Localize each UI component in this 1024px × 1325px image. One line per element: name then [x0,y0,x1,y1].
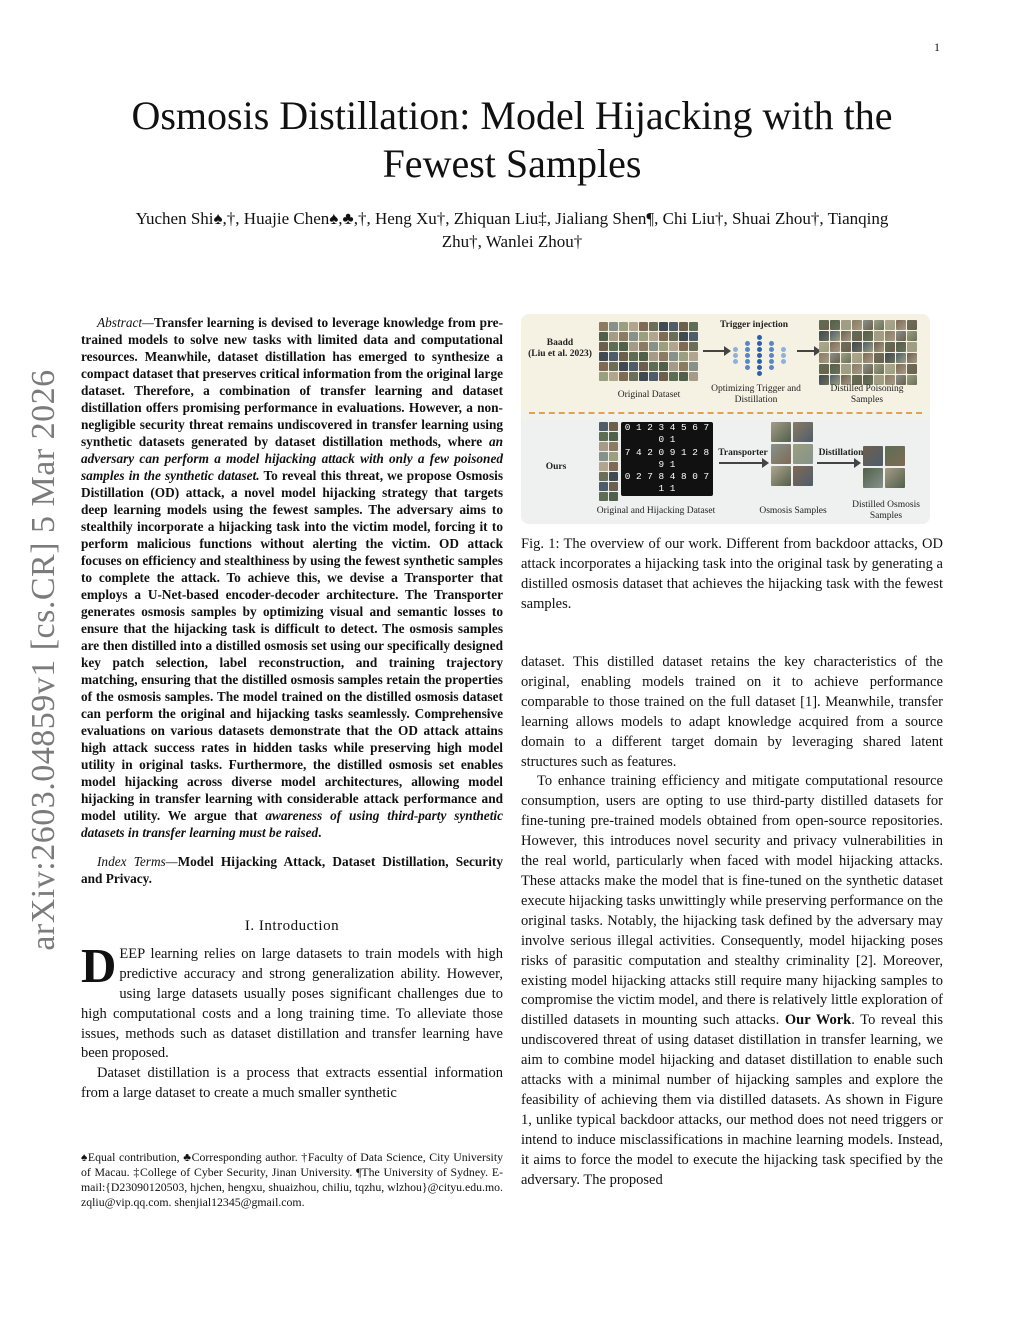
our-work-heading: Our Work [784,1012,852,1029]
thumbnail [619,352,628,361]
thumbnail [689,322,698,331]
thumbnail [639,342,648,351]
thumbnail [841,342,851,352]
thumbnail [841,353,851,363]
thumbnail [629,362,638,371]
thumbnail [669,362,678,371]
figure-trigger-injection-label: Trigger injection [720,320,788,330]
thumbnail [771,422,791,442]
thumbnail [819,353,829,363]
thumbnail [852,342,862,352]
figure-optimizing-label: Optimizing Trigger and Distillation [711,384,801,405]
thumbnail [649,372,658,381]
thumbnail [863,364,873,374]
abstract-end: . [318,825,322,840]
abstract [81,314,503,841]
thumbnail [907,331,917,341]
thumbnail [885,468,905,488]
thumbnail [793,466,813,486]
thumbnail [659,352,668,361]
thumbnail [599,492,608,501]
thumbnail [874,331,884,341]
thumbnail [599,332,608,341]
page-number: 1 [934,40,940,54]
thumbnail [679,352,688,361]
thumbnail [609,372,618,381]
thumbnail [819,331,829,341]
abstract-italic-2: awareness of using third-party synthetic datasets in transfer learning must be raised [81,808,503,840]
abstract-text-2: To reveal this threat, we propose Osmosis Distillation (OD) attack, a novel model hijacking strategy that targets deep learning models using the fewest samples. The adversary aims to stealthily incorporate a hijacking task into the victim model, forcing it to perform malicious functions without alerting the victim. OD attack focuses on efficiency and stealthiness by using the fewest synthetic samples to complete the attack. To achieve this, we devise a Transporter that employs a U-Net-based encoder-decoder architecture. The Transporter generates osmosis samples by optimizing visual and semantic losses to ensure that the hijacking task is difficult to detect. The osmosis samples are then distilled into a distilled osmosis set using our specifically designed key patch selection, label reconstruction, and training trajectory matching, ensuring that the distilled osmosis samples retain the properties of the osmosis samples. The model trained on the distilled osmosis dataset can perform the original and hijacking tasks seamlessly. Comprehensive evaluations on various datasets demonstrate that the OD attack attains high attack success rates in hidden tasks while preserving high model utility in original tasks. Furthermore, the distilled osmosis set enables model hijacking across diverse model architectures, allowing model hijacking in transfer learning with considerable attack performance and model utility. We argue that [81,468,503,823]
network-node [757,365,762,370]
network-node [769,365,774,370]
network-node [769,341,774,346]
network-node [769,353,774,358]
thumbnail [629,372,638,381]
thumbnail [852,320,862,330]
thumbnail [639,372,648,381]
digit-row: 0 2 7 8 4 8 0 7 1 1 [624,471,710,495]
figure-original-dataset-label: Original Dataset [617,390,681,400]
thumbnail [609,362,618,371]
thumbnail [649,322,658,331]
network-node [745,359,750,364]
intro-dropcap: D [81,937,117,993]
distilled-osmosis-thumbnails [863,446,905,488]
thumbnail [599,472,608,481]
right-column [521,653,943,1190]
thumbnail [896,364,906,374]
figure-distillation-label: Distillation [818,448,864,458]
thumbnail [619,362,628,371]
thumbnail [830,320,840,330]
thumbnail [669,372,678,381]
mnist-digit-grid [621,422,713,496]
thumbnail [771,466,791,486]
thumbnail [639,362,648,371]
thumbnail [689,362,698,371]
network-node [781,353,786,358]
intro-paragraph-2: Dataset distillation is a process that extracts essential information from a large dataset to create a much smaller synthetic [81,1065,503,1102]
thumbnail [907,320,917,330]
network-node [757,359,762,364]
thumbnail [639,352,648,361]
network-node [745,353,750,358]
distilled-poisoning-thumbnails [819,320,917,385]
thumbnail [659,322,668,331]
right-p2a: To enhance training efficiency and mitigate computational resource consumption, users are opting to use third-party distilled datasets for fine-tuning pre-trained models obtained from open-source repositories. However, this introduces novel security and privacy vulnerabilities in the real world, particularly when faced with model hijacking attacks. These attacks make the model that is fine-tuned on the synthetic dataset execute hijacking tasks unwittingly while preserving performance on the original tasks. Notably, the hijacking task defined by the adversary may involve serious illegal activities. Consequently, model hijacking poses risks of parasitic computation and stealthy criminality [2]. Moreover, existing model hijacking attacks still require many hijacking samples to compromise the victim model, and there is relatively little exploration of distilled datasets in mounting such attacks. [521,773,943,1029]
thumbnail [599,442,608,451]
original-dataset-thumbnails [599,322,698,381]
digit-row: 0 1 2 3 4 5 6 7 0 1 [624,422,710,446]
thumbnail [830,331,840,341]
thumbnail [689,342,698,351]
network-node [781,347,786,352]
thumbnail [841,320,851,330]
thumbnail [659,342,668,351]
thumbnail [874,320,884,330]
arrow-transporter [719,462,763,464]
network-node [757,353,762,358]
intro-paragraph-1 [81,937,503,1064]
network-node [757,341,762,346]
thumbnail [669,342,678,351]
figure-divider [529,412,922,414]
thumbnail [819,342,829,352]
thumbnail [852,353,862,363]
thumbnail [819,364,829,374]
thumbnail [896,353,906,363]
thumbnail [793,422,813,442]
thumbnail [629,322,638,331]
figure-distilled-poisoning-label: Distilled Poisoning Samples [830,384,904,405]
thumbnail [896,342,906,352]
left-column [81,314,503,1104]
intro-p1-text: EEP learning relies on large datasets to train models with high predictive accuracy and strong generalization ability. However, using large datasets usually poses significant challenges due to high computational costs and a long training time. To alleviate those issues, methods such as dataset distillation and transfer learning have been proposed. [81,945,503,1062]
thumbnail [907,342,917,352]
thumbnail [599,462,608,471]
thumbnail [659,332,668,341]
digit-row: 7 4 2 0 9 1 2 8 9 1 [624,446,710,470]
index-terms-lead: Index Terms— [97,854,178,869]
thumbnail [863,468,883,488]
thumbnail [659,362,668,371]
thumbnail [689,372,698,381]
right-p2b: . To reveal this undiscovered threat of using dataset distillation in transfer learning, we aim to combine model hijacking and dataset distillation to enable such attacks with a minimal number of hijacking samples and explore the feasibility of achieving them via distilled datasets. As shown in Figure 1, unlike typical backdoor attacks, our method does not need triggers or intend to induce misclassifications in machine learning models. Instead, it aims to force the model to execute the hijacking task specified by the adversary. The proposed [521,1012,943,1188]
network-node [733,353,738,358]
thumbnail [863,331,873,341]
thumbnail [874,353,884,363]
thumbnail [609,422,618,431]
thumbnail [599,342,608,351]
author-line-1: Yuchen Shi♠,†, Huajie Chen♠,♣,†, Heng Xu†, Zhiquan Liu‡, Jialiang Shen¶, Chi Liu†, Shuai Zhou†, Tianqing [135,209,889,228]
thumbnail [599,422,608,431]
thumbnail [609,322,618,331]
thumbnail [629,342,638,351]
thumbnail [609,492,618,501]
figure-osmosis-samples-label: Osmosis Samples [759,506,827,516]
right-paragraph-2 [521,772,943,1190]
thumbnail [874,364,884,374]
figure-baadd-label [525,338,595,360]
network-node [745,365,750,370]
thumbnail [669,352,678,361]
thumbnail [863,353,873,363]
network-node [733,359,738,364]
thumbnail [679,332,688,341]
thumbnail [896,331,906,341]
network-node [757,347,762,352]
thumbnail [639,332,648,341]
thumbnail [669,332,678,341]
thumbnail [609,442,618,451]
baadd-label: Baadd [546,338,574,348]
thumbnail [599,452,608,461]
thumbnail [771,444,791,464]
thumbnail [619,372,628,381]
thumbnail [609,472,618,481]
thumbnail [885,353,895,363]
thumbnail [896,320,906,330]
thumbnail [649,342,658,351]
thumbnail [599,432,608,441]
thumbnail [609,452,618,461]
figure-original-hijacking-label: Original and Hijacking Dataset [596,506,716,516]
thumbnail [609,332,618,341]
thumbnail [619,332,628,341]
network-node [757,335,762,340]
thumbnail [841,364,851,374]
thumbnail [599,322,608,331]
section-heading-introduction: I. Introduction [244,918,340,934]
thumbnail [863,320,873,330]
figure-distilled-osmosis-label: Distilled Osmosis Samples [852,500,920,521]
thumbnail [830,353,840,363]
abstract-italic-1: an adversary can perform a model hijacking attack with only a few poisoned samples in the synthetic dataset. [81,434,503,483]
author-line-2: Zhu†, Wanlei Zhou† [441,232,583,251]
thumbnail [885,364,895,374]
index-terms-text: Model Hijacking Attack, Dataset Distillation, Security and Privacy. [81,854,503,886]
thumbnail [599,482,608,491]
arrow-to-trigger [703,350,725,352]
thumbnail [863,446,883,466]
network-node [769,347,774,352]
abstract-text-1: Transfer learning is devised to leverage knowledge from pre-trained models to solve new tasks with limited data and computational resources. Meanwhile, dataset distillation has emerged to synthesize a compact dataset that preserves critical information from the original large dataset. Therefore, a combination of transfer learning and dataset distillation offers promising performance in evaluations. However, a non-negligible security threat remains undiscovered in transfer learning using synthetic datasets generated by dataset distillation methods, where [81,315,503,449]
thumbnail [609,432,618,441]
thumbnail [863,342,873,352]
thumbnail [609,342,618,351]
network-diagram [733,336,793,376]
osmosis-samples-thumbnails [771,422,813,486]
thumbnail [819,320,829,330]
thumbnail [689,332,698,341]
thumbnail [689,352,698,361]
thumbnail [669,322,678,331]
figure-caption: Fig. 1: The overview of our work. Different from backdoor attacks, OD attack incorporates a hijacking task into the original task by generating a distilled osmosis dataset that achieves the hijacking task with the fewest samples. [521,536,943,612]
thumbnail [599,352,608,361]
thumbnail [609,352,618,361]
right-paragraph-1: dataset. This distilled dataset retains the key characteristics of the original, enabling models trained on it to achieve performance comparable to those trained on the full dataset [1]. Meanwhile, transfer learning allows models to adapt knowledge acquired from a source domain to a different target domain by leveraging shared latent structures such as features. [521,654,943,770]
thumbnail [907,364,917,374]
thumbnail [874,342,884,352]
thumbnail [793,444,813,464]
thumbnail [649,352,658,361]
network-node [745,341,750,346]
figure-transporter-label: Transporter [718,448,768,458]
thumbnail [599,372,608,381]
thumbnail [841,331,851,341]
network-node [757,371,762,376]
thumbnail [609,482,618,491]
thumbnail [629,352,638,361]
thumbnail [619,342,628,351]
figure-ours-label: Ours [545,462,567,472]
figure-1 [521,314,930,524]
thumbnail [649,332,658,341]
paper-title: Osmosis Distillation: Model Hijacking with the Fewest Samples [131,93,893,186]
thumbnail [885,331,895,341]
thumbnail [659,372,668,381]
thumbnail [885,320,895,330]
network-node [745,347,750,352]
thumbnail [907,353,917,363]
footnote: ♠Equal contribution, ♣Corresponding author. †Faculty of Data Science, City University of Macau. ‡College of Cyber Security, Jinan University. ¶The University of Sydney. E-mail:{D23090120503, hjchen, hengxu, shuaizhou, chiliu, tqzhu, wlzhou}@cityu.edu.mo. zqliu@vip.qq.com. shenjial12345@gmail.com. [81,1150,503,1209]
thumbnail [629,332,638,341]
arrow-distillation [817,462,855,464]
thumbnail [609,462,618,471]
network-node [769,359,774,364]
thumbnail [885,446,905,466]
thumbnail [619,322,628,331]
thumbnail [830,364,840,374]
thumbnail [830,342,840,352]
thumbnail [679,372,688,381]
thumbnail [852,364,862,374]
thumbnail [639,322,648,331]
arrow-to-poisoned [797,350,815,352]
thumbnail [679,362,688,371]
hijacking-dataset-thumbnails [599,422,618,501]
thumbnail [679,322,688,331]
network-node [733,347,738,352]
arxiv-identifier-text: arXiv:2603.04859v1 [cs.CR] 5 Mar 2026 [25,369,62,951]
thumbnail [885,342,895,352]
baadd-cite: (Liu et al. 2023) [528,349,592,359]
abstract-lead: Abstract— [97,315,154,330]
thumbnail [679,342,688,351]
thumbnail [599,362,608,371]
thumbnail [852,331,862,341]
network-node [781,359,786,364]
index-terms [81,853,503,887]
author-list [90,207,934,253]
thumbnail [649,362,658,371]
